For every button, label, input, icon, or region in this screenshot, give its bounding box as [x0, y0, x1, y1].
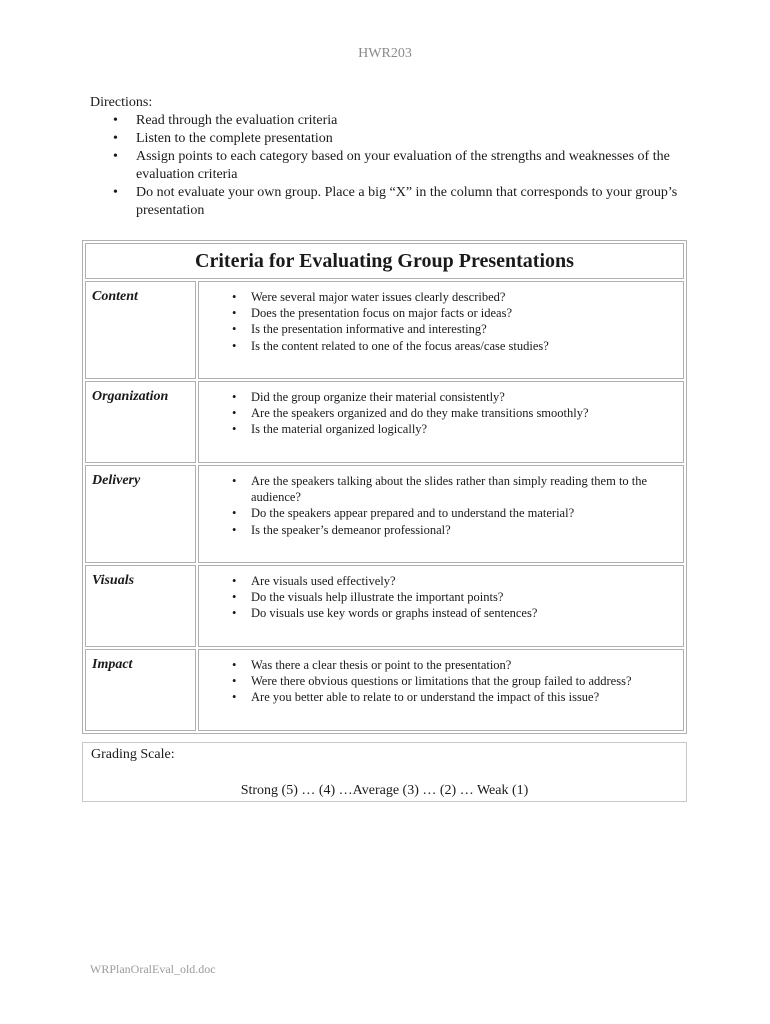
criteria-row-impact [85, 649, 684, 731]
question-item: • Is the speaker’s demeanor professional? [251, 522, 675, 538]
grading-scale-label: Grading Scale: [91, 747, 175, 762]
question-item: • Are the speakers talking about the slides rather than simply reading them to the audience? [251, 473, 675, 505]
category-content: Content [85, 281, 196, 379]
directions-item: • Read through the evaluation criteria [136, 112, 690, 130]
criteria-title-row [85, 243, 684, 279]
directions-item: • Assign points to each category based on your evaluation of the strengths and weaknesses of the evaluation criteria [136, 148, 690, 184]
questions-content [198, 281, 684, 379]
document-header-code: HWR203 [358, 46, 412, 61]
criteria-row-delivery [85, 465, 684, 563]
question-item: • Were there obvious questions or limitations that the group failed to address? [251, 673, 675, 689]
criteria-row-organization [85, 381, 684, 463]
question-item: • Do the speakers appear prepared and to understand the material? [251, 505, 675, 521]
directions-list [90, 112, 690, 220]
question-item: • Is the material organized logically? [251, 421, 675, 437]
question-item: • Do the visuals help illustrate the important points? [251, 589, 675, 605]
grading-scale-box [82, 742, 687, 802]
question-item: • Was there a clear thesis or point to the presentation? [251, 657, 675, 673]
directions-item: • Do not evaluate your own group. Place a big “X” in the column that corresponds to your group’s presentation [136, 184, 690, 220]
question-item: • Are visuals used effectively? [251, 573, 675, 589]
questions-visuals [198, 565, 684, 647]
criteria-table [82, 240, 687, 734]
category-organization: Organization [85, 381, 196, 463]
category-visuals: Visuals [85, 565, 196, 647]
question-item: • Were several major water issues clearly described? [251, 289, 675, 305]
questions-organization [198, 381, 684, 463]
question-item: • Is the presentation informative and interesting? [251, 321, 675, 337]
category-delivery: Delivery [85, 465, 196, 563]
directions-section [90, 94, 690, 220]
directions-item: • Listen to the complete presentation [136, 130, 690, 148]
criteria-row-visuals [85, 565, 684, 647]
criteria-title: Criteria for Evaluating Group Presentations [85, 243, 684, 279]
criteria-row-content [85, 281, 684, 379]
question-item: • Are the speakers organized and do they make transitions smoothly? [251, 405, 675, 421]
questions-delivery [198, 465, 684, 563]
question-item: • Did the group organize their material consistently? [251, 389, 675, 405]
question-item: • Is the content related to one of the focus areas/case studies? [251, 338, 675, 354]
footer-filename: WRPlanOralEval_old.doc [90, 962, 216, 976]
questions-impact [198, 649, 684, 731]
question-item: • Are you better able to relate to or understand the impact of this issue? [251, 689, 675, 705]
question-item: • Does the presentation focus on major facts or ideas? [251, 305, 675, 321]
grading-scale-values: Strong (5) … (4) …Average (3) … (2) … Weak (1) [240, 783, 529, 798]
question-item: • Do visuals use key words or graphs instead of sentences? [251, 605, 675, 621]
category-impact: Impact [85, 649, 196, 731]
directions-label: Directions: [90, 95, 153, 110]
